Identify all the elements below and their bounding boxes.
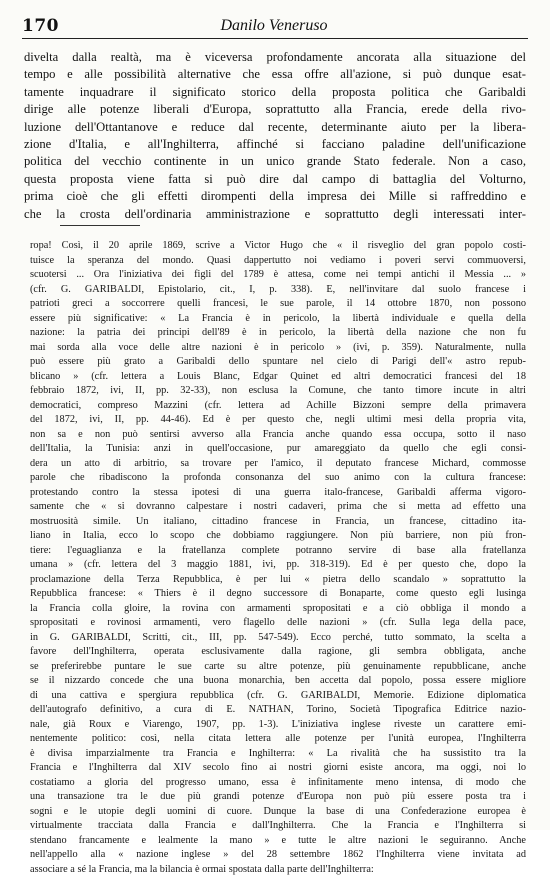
footnote-line: tuisce la speranza del mondo. Quasi dappertutto noi vediamo i poveri servi commuoversi,	[30, 254, 526, 269]
footnote-line: di una cattiva e spergiura repubblica (cfr. G. GARIBALDI, Memorie. Edizione diplomatica	[30, 689, 526, 704]
footnote-line: una transazione tra le due più grandi potenze d'Europa non può più essere posta tra i	[30, 790, 526, 805]
footnote-line: non sa e non può sentirsi avverso alla Francia anche quando essa occupa, sotto il naso	[30, 428, 526, 443]
footnote-line: tiere: l'eguaglianza e la fratellanza complete potranno servire di base alla fratellanza	[30, 544, 526, 559]
footnote-line: se preferirebbe puntare le sue carte su altre potenze, più genuinamente repubblicane, anche	[30, 660, 526, 675]
body-line: politica del vecchio continente in un unico grande Stato federale. Non a caso,	[24, 153, 526, 170]
footnote-line: (cfr. G. GARIBALDI, Epistolario, cit., I, p. 338). E, nell'invitare dal suolo francese i	[30, 283, 526, 298]
page-number: 170	[22, 16, 59, 36]
footnote-line: dell'Italia, la Tunisia: anzi in quell'occasione, pur amareggiato da quello che egli consi-	[30, 442, 526, 457]
body-line: tamente inquadrare il significato storico della proposta politica che Garibaldi	[24, 84, 526, 101]
footnote-line: blicano » (cfr. lettera a Louis Blanc, Edgar Quinet ed altri democratici francesi del 18	[30, 370, 526, 385]
footnote-line: mai sorda alla voce delle altre nazioni è in pericolo » (ivi, p. 359). Naturalmente, nulla	[30, 341, 526, 356]
body-line: questa proposta viene fatta si può dire dal campo di battaglia del Volturno,	[24, 171, 526, 188]
footnote-line: dera un atto di arbitrio, sa trovare per l'amico, il deputato francese Michard, commosse	[30, 457, 526, 472]
footnote-line: nell'appello alla « nazione inglese » del 28 settembre 1862 l'Inghilterra viene invitata ad	[30, 848, 526, 863]
body-line: dirige alle potenze liberali d'Europa, soprattutto alla Francia, erede della rivo-	[24, 101, 526, 118]
body-text	[24, 49, 526, 223]
footnote-line: ropa! Così, il 20 aprile 1869, scrive a Victor Hugo che « il risveglio del gran popolo costi-	[30, 239, 526, 254]
footnote-line: stendano francamente e lealmente la mano » e tutte le altre nazioni le seguiranno. Anche	[30, 834, 526, 849]
footnote-line: è divisa imparzialmente tra Francia e Inghilterra: « La rivalità che ha sussistito tra la	[30, 747, 526, 762]
body-line: luzione dell'Ottantanove e reduce dal recente, determinante aiuto per la libera-	[24, 119, 526, 136]
footnote-line: spropositati e rovinosi armamenti, vero flagello delle nazioni » (cfr. Sulla lega della pace,	[30, 616, 526, 631]
footnote-line: nentemente politico: così, nella citata lettera alle potenze per l'unità europea, l'Inghilterra	[30, 732, 526, 747]
footnote-line: liano in Italia, ecco lo scopo che dobbiamo raggiungere. Non più barriere, non più fron-	[30, 529, 526, 544]
footnote-line: Repubblica francese: « Thiers è il degno successore di Bonaparte, come questo egli lusinga	[30, 587, 526, 602]
footnote-line: dell'autografo definitivo, a cura di E. NATHAN, Torino, Società Tipografica Editrice nazio-	[30, 703, 526, 718]
footnote-line: scuotersi ... Ora l'iniziativa dei figli del 1789 è attesa, come nei tempi antichi il Messia ... »	[30, 268, 526, 283]
footnote-line: virtualmente tracciata dalla Francia e dall'Inghilterra. Che la Francia e l'Inghilterra si	[30, 819, 526, 834]
body-line: zione d'Italia, e all'Inghilterra, affinché si facciano paladine dell'unificazione	[24, 136, 526, 153]
header-rule	[22, 38, 528, 39]
footnote-line: la Francia colla gloire, la rovina con armamenti spropositati e a ciò obbliga il mondo a	[30, 602, 526, 617]
footnote-line: proclamazione della Terza Repubblica, è per lui « pietra dello scandalo » soprattutto la	[30, 573, 526, 588]
footnote-separator	[60, 225, 140, 226]
footnote-line: nale, già Roux e Viarengo, 1907, pp. 1-3). L'iniziativa inglese riveste un carattere emi-	[30, 718, 526, 733]
footnote-line: febbraio 1872, ivi, II, pp. 32-33), non esclusa la Comune, che tanto timore incute in altri	[30, 384, 526, 399]
body-line: tempo e alle possibilità alternative che essa offre all'azione, si può dunque esat-	[24, 66, 526, 83]
footnote-line: umana » (cfr. lettera del 3 maggio 1881, ivi, pp. 318-319). Ed è per questo che, dopo la	[30, 558, 526, 573]
footnote-line: samente che « si dovranno calpestare i nostri cadaveri, prima che si metta ad effetto una	[30, 500, 526, 515]
footnote-line: patrioti greci a soccorrere quelli francesi, le sue parole, il 14 ottobre 1870, non possono	[30, 297, 526, 312]
footnote-line: protestando contro la stessa ipotesi di una guerra italo-francese, Garibaldi afferma vigoro-	[30, 486, 526, 501]
footnote-line: democratici, compreso Mazzini (cfr. lettera ad Achille Bizzoni sempre della primavera	[30, 399, 526, 414]
body-line: divelta dalla realtà, ma è viceversa profondamente ancorata alla situazione del	[24, 49, 526, 66]
footnote-line: se il nizzardo concede che una buona monarchia, ben accetta dal popolo, possa essere migliore	[30, 674, 526, 689]
footnote-line: nazione: la patria dei principi dell'89 è in pericolo, la libertà della nazione che non fu	[30, 326, 526, 341]
footnote-line: favore dell'Inghilterra, operata esclusivamente dalla ragione, gli sembra obbligata, anche	[30, 645, 526, 660]
body-line: prima cioè che gli effetti dirompenti della impresa dei Mille si raffreddino e	[24, 188, 526, 205]
footnote-line: essere più significative: « La Francia è in pericolo, la libertà individuale e quella della	[30, 312, 526, 327]
footnote-line: costatiamo a gloria del progresso umano, essa è infinitamente meno intensa, di modo che	[30, 776, 526, 791]
running-title: Danilo Veneruso	[22, 17, 526, 35]
footnote-line: del 1872, ivi, II, pp. 44-46). Ed è per questo che, negli ultimi mesi della propria vita,	[30, 413, 526, 428]
footnote-line: mostruosità simile. Un italiano, cittadino francese in Francia, un francese, cittadino ita-	[30, 515, 526, 530]
footnote-line: parole che ribadiscono la profonda consonanza del suo animo con la cultura francese:	[30, 471, 526, 486]
footnote-line: può essere più grato a Garibaldi dello spuntare nel cielo di Parigi dell'« astro repub-	[30, 355, 526, 370]
footnote-line: sogni e le utopie degli uomini di cuore. Dunque la base di una Confederazione europea è	[30, 805, 526, 820]
footnote-line: Francia e l'Inghilterra dal XIV secolo fino ai nostri giorni esiste ancora, ma oggi, noi lo	[30, 761, 526, 776]
body-line: che la crosta dell'ordinaria amministrazione e soprattutto degli interessati inter-	[24, 206, 526, 223]
footnote-text	[30, 239, 526, 877]
footnote-line: in G. GARIBALDI, Scritti, cit., III, pp. 547-549). Ecco perché, tutto sommato, la scelta a	[30, 631, 526, 646]
footnote-line: associare a sé la Francia, ma la bilancia è ormai spostata dalla parte dell'Inghilterra:	[30, 863, 526, 877]
